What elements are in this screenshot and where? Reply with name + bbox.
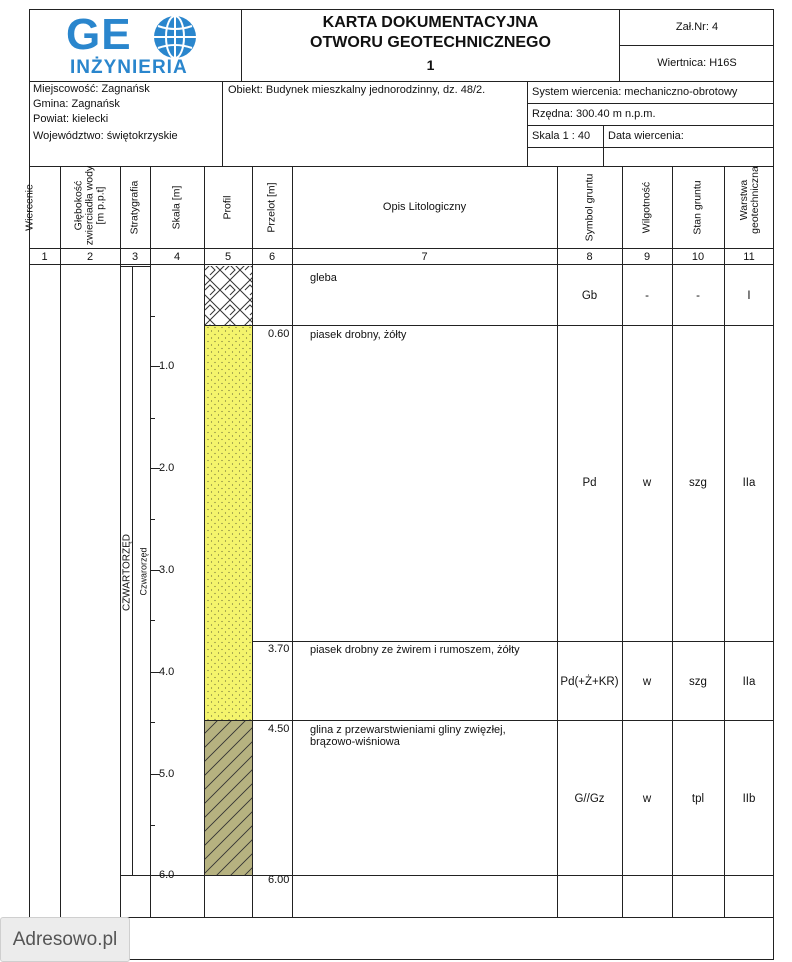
location-district: Powiat: kielecki bbox=[33, 113, 109, 125]
layer-moisture: w bbox=[642, 477, 652, 489]
drill-rig: Wiertnica: H16S bbox=[657, 57, 737, 69]
profile-sand-fill bbox=[204, 325, 252, 720]
scale-tick-label: 4.0 bbox=[159, 666, 175, 678]
column-number: 2 bbox=[86, 251, 94, 263]
column-header-drilling: Wiercenie bbox=[23, 184, 36, 231]
column-header-geotech-layer: Warstwa geotechniczna bbox=[738, 166, 761, 234]
column-header-moisture: Wilgotność bbox=[640, 181, 653, 234]
layer-geotech-layer: IIa bbox=[742, 676, 756, 688]
column-header-stratigraphy: Stratygrafia bbox=[128, 180, 141, 235]
column-number: 5 bbox=[224, 251, 232, 263]
bottom-depth: 6.00 bbox=[268, 874, 290, 886]
layer-soil-symbol: Gb bbox=[581, 290, 598, 302]
card-title-line1: KARTA DOKUMENTACYJNA bbox=[322, 14, 539, 31]
card-title-line2: OTWORU GEOTECHNICZNEGO bbox=[310, 34, 551, 51]
column-header-soil-symbol: Symbol gruntu bbox=[583, 173, 596, 242]
column-number: 7 bbox=[421, 251, 428, 263]
column-number: 4 bbox=[173, 251, 181, 263]
layer-description: piasek drobny ze żwirem i rumoszem, żółty bbox=[310, 644, 520, 656]
layer-moisture: - bbox=[645, 290, 649, 302]
logo-ge-text: GE bbox=[66, 10, 132, 59]
stratigraphy-main: CZWARTORZĘD bbox=[121, 533, 133, 612]
layer-description: piasek drobny, żółty bbox=[310, 329, 407, 341]
scale-tick-label: 5.0 bbox=[159, 768, 175, 780]
watermark-badge: Adresowo.pl bbox=[0, 917, 130, 962]
scale-tick-label: 1.0 bbox=[159, 360, 175, 372]
drilling-system: System wiercenia: mechaniczno-obrotowy bbox=[532, 86, 738, 98]
column-number: 6 bbox=[268, 251, 276, 263]
layer-soil-state: szg bbox=[689, 676, 707, 688]
object-description: Obiekt: Budynek mieszkalny jednorodzinny, dz. 48/2. bbox=[228, 84, 486, 96]
layer-soil-symbol: G//Gz bbox=[574, 793, 605, 805]
scale-tick-label: 6.0 bbox=[159, 869, 175, 881]
column-header-soil-state: Stan gruntu bbox=[691, 180, 704, 235]
layer-description: brązowo-wiśniowa bbox=[310, 736, 400, 748]
column-header-profile: Profil bbox=[221, 195, 234, 220]
layer-moisture: w bbox=[642, 793, 652, 805]
scale-label: Skala 1 : 40 bbox=[532, 130, 591, 142]
column-number: 9 bbox=[643, 251, 651, 263]
profile-soil-fill bbox=[204, 266, 252, 325]
column-number: 11 bbox=[743, 251, 755, 263]
layer-geotech-layer: I bbox=[747, 290, 751, 302]
stratigraphy-sub: Czwarorzęd bbox=[138, 547, 149, 596]
attachment-number: Zał.Nr: 4 bbox=[675, 21, 719, 33]
layer-description: glina z przewarstwieniami gliny zwięzłej, bbox=[310, 724, 506, 736]
layer-moisture: w bbox=[642, 676, 652, 688]
layer-soil-symbol: Pd bbox=[582, 477, 597, 489]
layer-soil-symbol: Pd(+Ż+KR) bbox=[560, 676, 619, 688]
layer-soil-state: tpl bbox=[691, 793, 705, 805]
scale-tick-label: 2.0 bbox=[159, 462, 175, 474]
column-number: 8 bbox=[586, 251, 593, 263]
column-header-lithology: Opis Litologiczny bbox=[382, 201, 467, 213]
column-number: 1 bbox=[41, 251, 48, 263]
card-number: 1 bbox=[426, 57, 435, 73]
location-voivodeship: Województwo: świętokrzyskie bbox=[33, 130, 178, 142]
logo-inzynieria-text: INŻYNIERIA bbox=[70, 57, 188, 78]
drilling-date: Data wiercenia: bbox=[608, 130, 684, 142]
location-commune: Gmina: Zagnańsk bbox=[33, 98, 120, 110]
layer-top-depth: 0.60 bbox=[268, 328, 290, 340]
layer-top-depth: 3.70 bbox=[268, 643, 290, 655]
column-header-interval: Przelot [m] bbox=[265, 182, 278, 233]
layer-geotech-layer: IIb bbox=[742, 793, 756, 805]
layer-soil-state: szg bbox=[689, 477, 707, 489]
layer-description: gleba bbox=[310, 272, 337, 284]
layer-soil-state: - bbox=[696, 290, 700, 302]
elevation: Rzędna: 300.40 m n.p.m. bbox=[532, 108, 656, 120]
column-header-scale: Skala [m] bbox=[170, 185, 183, 230]
layer-top-depth: 4.50 bbox=[268, 723, 290, 735]
location-town: Miejscowość: Zagnańsk bbox=[33, 83, 150, 95]
profile-clay-fill bbox=[204, 720, 252, 875]
globe-icon bbox=[152, 14, 198, 60]
layer-geotech-layer: IIa bbox=[742, 477, 756, 489]
column-header-water-depth: Głębokość zwierciadła wody [m p.p.t] bbox=[72, 165, 107, 246]
column-number: 10 bbox=[691, 251, 705, 263]
column-number: 3 bbox=[131, 251, 139, 263]
scale-tick-label: 3.0 bbox=[159, 564, 175, 576]
